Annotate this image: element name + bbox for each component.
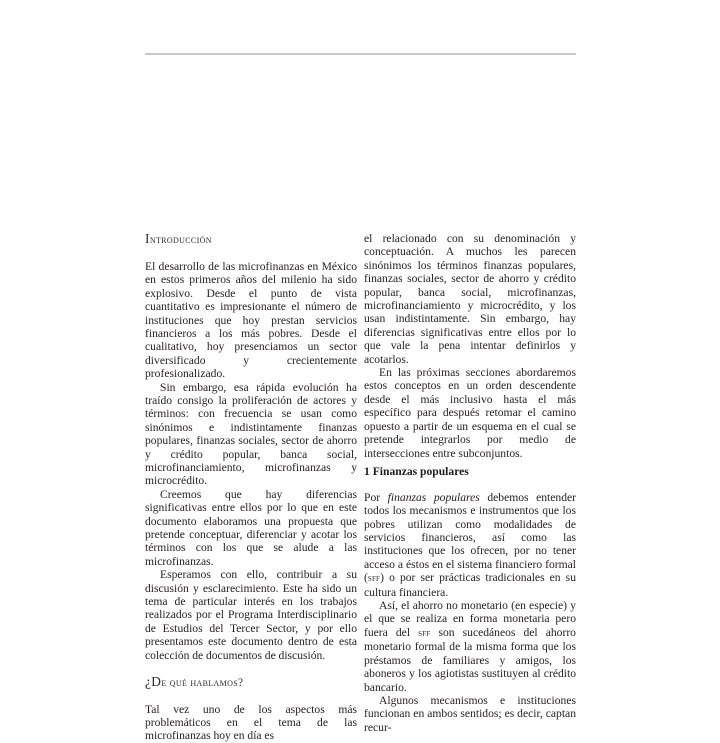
text-run: son sucedáneos del ahorro monetario formal de la misma forma que los préstamos de familiares y amigos, los aboneros y los agiotistas sustituyen al crédito bancario.: [364, 625, 576, 694]
paragraph-finanzas-populares-3: Algunos mecanismos e instituciones funcionan en ambos sentidos; es decir, captan recur-: [364, 693, 576, 734]
paragraph-right-1: el relacionado con su denominación y conceptuación. A muchos les parecen sinónimos los términos finanzas populares, finanzas sociales, sector de ahorro y crédito popular, banca social, microfinanzas, microfinanciamiento y microcrédito, y los usan indistintamente. Sin embargo, hay diferencias significativas entre ellos por lo que vale la pena intentar definirlos y acotarlos.: [364, 232, 576, 366]
abbreviation-smallcaps: sff: [418, 627, 431, 639]
text-run: Por: [364, 490, 388, 504]
paragraph-right-2: En las próximas secciones abordaremos estos conceptos en un orden descendente desde el más inclusivo hasta el más específico para después retomar el camino opuesto a partir de un esquema en el cual se pretende integrarlos por medio de intersecciones entre subconjuntos.: [364, 366, 576, 460]
paragraph-intro-3: Creemos que hay diferencias significativas entre ellos por lo que en este documento elaboramos una propuesta que pretende conceptuar, diferenciar y acotar los términos con los que se alude a las microfinanzas.: [145, 487, 357, 568]
two-column-text-block: [145, 232, 576, 743]
heading-introduccion: [145, 232, 357, 247]
paragraph-finanzas-populares-1: [364, 491, 576, 599]
paragraph-finanzas-populares-2: [364, 599, 576, 694]
heading-introduccion-rest: ntroducción: [149, 234, 212, 246]
heading-introduccion-initial: I: [145, 231, 150, 246]
abbreviation-smallcaps: sff: [367, 573, 381, 585]
text-run: ) o por ser prácticas tradicionales en su cultura financiera.: [364, 571, 576, 599]
text-run: debemos entender todos los mecanismos e instrumentos que los pobres utilizan como modalidades de servicios financieros, así como las instituciones que los ofrecen, por no tener acceso a éstos en el sistema financiero formal (: [364, 490, 576, 585]
header-rule: [145, 53, 576, 55]
paragraph-intro-4: Esperamos con ello, contribuir a su discusión y esclarecimiento. Este ha sido un tema de particular interés en los trabajos realizados por el Programa Interdisciplinario de Estudios del Tercer Sector, y por ello presentamos este documento dentro de esta colección de documentos de discusión.: [145, 568, 357, 662]
text-run: Así, el ahorro no monetario (en especie) y el que se realiza en forma monetaria pero fuera del: [364, 599, 576, 639]
heading-1-finanzas-populares: 1 Finanzas populares: [364, 465, 469, 479]
heading-de-que-hablamos-initial: ¿D: [145, 673, 162, 689]
paragraph-intro-1: El desarrollo de las microfinanzas en México en estos primeros años del milenio ha sido explosivo. Desde el punto de vista cuantitativo es impresionante el número de instituciones que hoy prestan servicios financieros a los más pobres. Desde el cualitativo, hoy presenciamos un sector diversificado y crecientemente profesionalizado.: [145, 259, 357, 381]
heading-de-que-hablamos: [145, 675, 357, 690]
left-column: [145, 232, 357, 743]
right-column: [364, 232, 576, 734]
heading-de-que-hablamos-rest: e qué hablamos?: [161, 676, 244, 689]
italic-term: finanzas populares: [387, 490, 480, 504]
paragraph-hablamos-1: Tal vez uno de los aspectos más problemáticos en el tema de las microfinanzas hoy en día es: [145, 702, 357, 743]
paragraph-intro-2: Sin embargo, esa rápida evolución ha traído consigo la proliferación de actores y términos: con frecuencia se usan como sinónimos e indistintamente finanzas populares, finanzas sociales, sector de ahorro y crédito popular, banca social, microfinanciamiento, microfinanzas y microcrédito.: [145, 380, 357, 488]
